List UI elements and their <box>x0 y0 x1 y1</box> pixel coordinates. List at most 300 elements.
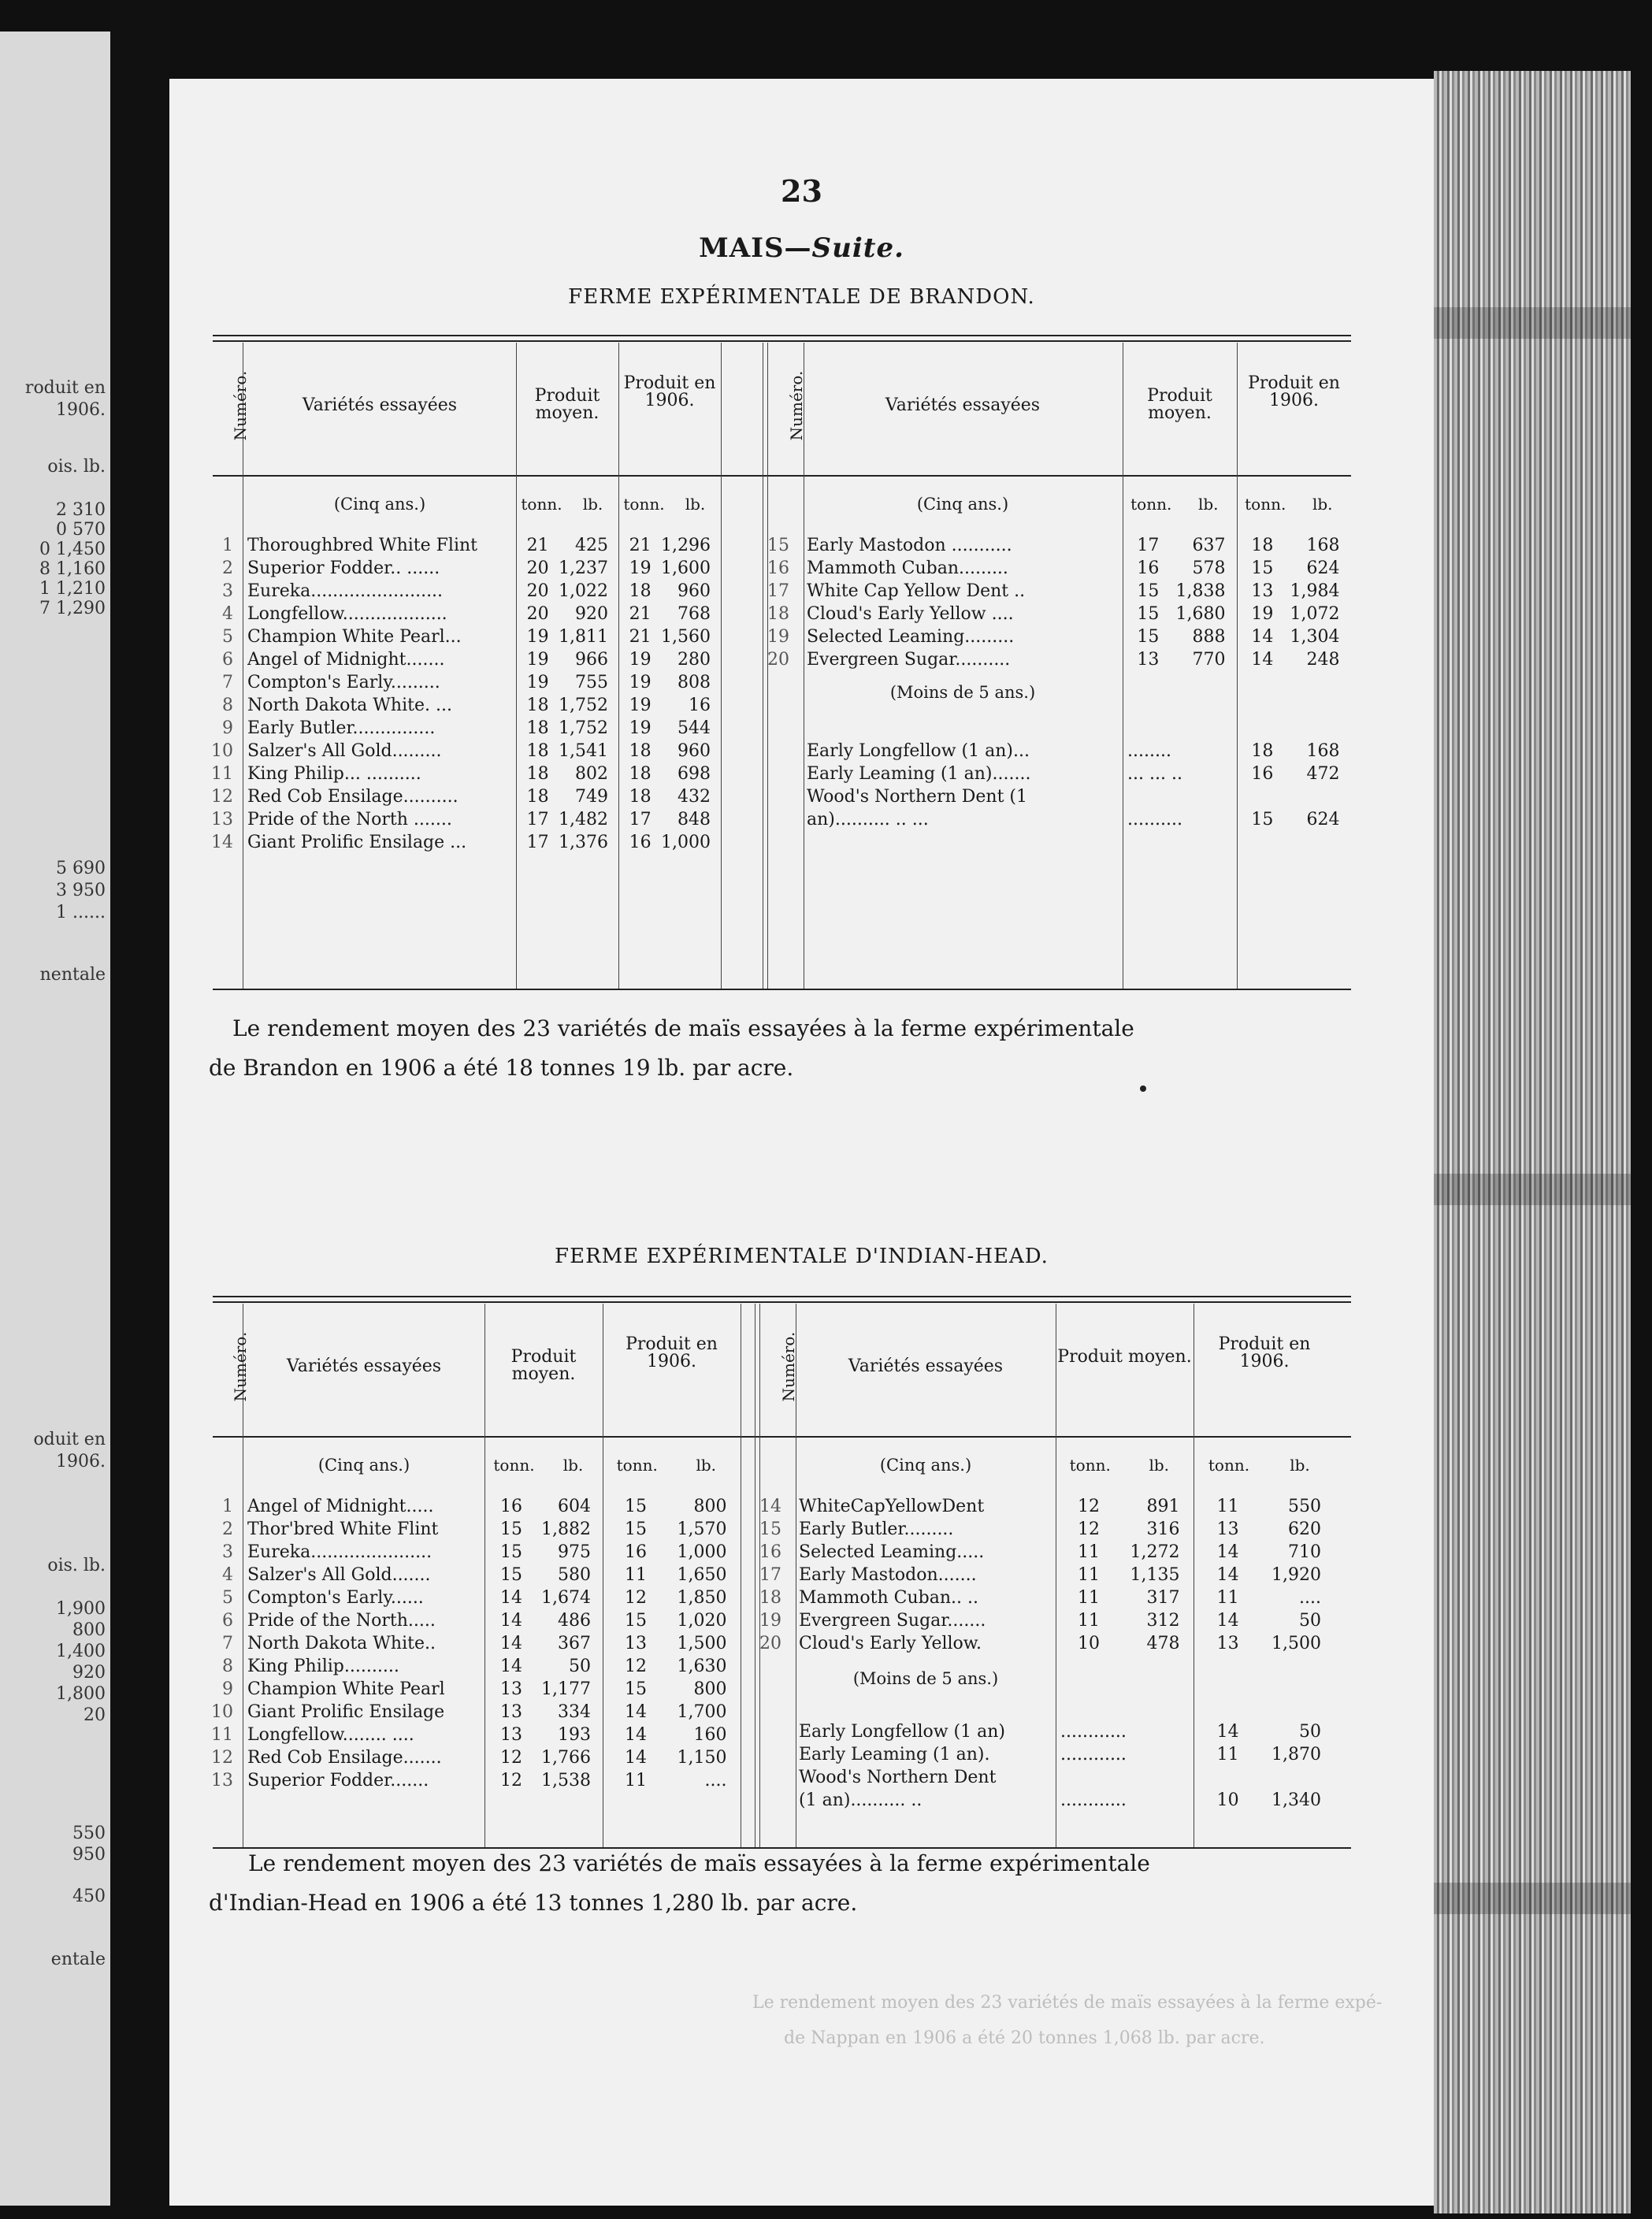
unit-lb: lb. <box>1290 1456 1310 1475</box>
variety-name: Wood's Northern Dent (1 <box>807 787 1027 807</box>
variety-name: King Philip.......... <box>247 1657 399 1676</box>
variety-name: Evergreen Sugar....... <box>799 1611 986 1631</box>
header-varietes: Variétés essayées <box>885 395 1041 415</box>
left-page-text: 450 <box>72 1887 106 1906</box>
yield-1906-tonnes: 19 <box>629 696 652 715</box>
avg-pounds: 1,752 <box>559 696 608 715</box>
variety-name: Cloud's Early Yellow .... <box>807 604 1014 624</box>
header-varietes: Variétés essayées <box>302 395 458 415</box>
yield-1906-tonnes: 14 <box>625 1725 647 1745</box>
bleed-through-line2: de Nappan en 1906 a été 20 tonnes 1,068 lb. par acre. <box>784 2028 1265 2048</box>
row-number: 3 <box>222 581 233 601</box>
row-number: 9 <box>222 1679 233 1699</box>
yield-1906-tonnes: 18 <box>1251 536 1274 555</box>
left-page-text: nentale <box>39 965 106 985</box>
variety-name: Pride of the North..... <box>247 1611 436 1631</box>
table-top-rule <box>213 340 1351 342</box>
avg-tonnes: 11 <box>1078 1588 1100 1608</box>
yield-1906-tonnes: 18 <box>629 581 652 601</box>
yield-1906-tonnes: 14 <box>1216 1565 1239 1585</box>
table-row <box>213 1720 1351 1743</box>
yield-1906-pounds: 280 <box>678 650 711 670</box>
table-top-rule <box>213 1296 1351 1297</box>
variety-name: Giant Prolific Ensilage <box>247 1702 445 1722</box>
table-row <box>213 603 1351 625</box>
avg-pounds: 486 <box>558 1611 591 1631</box>
yield-1906-tonnes: 15 <box>1251 810 1274 829</box>
yield-1906-tonnes: 18 <box>629 787 652 807</box>
yield-1906-pounds: 1,340 <box>1271 1790 1321 1810</box>
row-number: 9 <box>222 718 233 738</box>
variety-name: North Dakota White.. <box>247 1634 436 1653</box>
variety-name: Early Butler............... <box>247 718 436 738</box>
indian-head-note-line2: d'Indian-Head en 1906 a été 13 tonnes 1,280 lb. par acre. <box>209 1890 858 1916</box>
unit-lb: lb. <box>562 1456 584 1475</box>
left-page-text: oduit en <box>33 1430 106 1449</box>
left-page-text: 950 <box>72 1845 106 1865</box>
yield-1906-pounds: 808 <box>678 673 711 692</box>
avg-pounds: 770 <box>1192 650 1226 670</box>
variety-name: Mammoth Cuban......... <box>807 558 1008 578</box>
yield-1906-tonnes: 11 <box>1216 1497 1239 1516</box>
row-number: 17 <box>767 581 789 601</box>
yield-1906-pounds: 1,984 <box>1290 581 1340 601</box>
avg-tonnes: 20 <box>526 558 549 578</box>
row-number: 16 <box>767 558 789 578</box>
variety-name: Early Mastodon....... <box>799 1565 977 1585</box>
avg-pounds: 920 <box>575 604 608 624</box>
unit-lb: lb. <box>582 495 603 514</box>
yield-1906-pounds: 1,700 <box>677 1702 727 1722</box>
row-number: 11 <box>211 1725 233 1745</box>
yield-1906-tonnes: 15 <box>625 1679 647 1699</box>
table-row <box>213 1564 1351 1586</box>
row-number: 11 <box>211 764 233 784</box>
yield-1906-pounds: 1,000 <box>677 1542 727 1562</box>
row-number: 5 <box>222 627 233 647</box>
row-number: 12 <box>211 1748 233 1768</box>
avg-pounds: 1,538 <box>541 1771 591 1790</box>
brandon-note-line1: Le rendement moyen des 23 variétés de maïs essayées à la ferme expérimentale <box>232 1015 1134 1041</box>
yield-1906-pounds: 544 <box>678 718 711 738</box>
cinq-ans-label: (Cinq ans.) <box>333 495 426 514</box>
avg-tonnes: 15 <box>1137 604 1160 624</box>
yield-1906-pounds: 624 <box>1306 558 1340 578</box>
variety-name: Wood's Northern Dent <box>799 1768 997 1787</box>
yield-1906-pounds: 1,000 <box>661 833 711 852</box>
header-numero: Numéro. <box>787 370 806 441</box>
yield-1906-pounds: 1,296 <box>661 536 711 555</box>
table-row <box>213 1609 1351 1632</box>
yield-1906-tonnes: 19 <box>1251 604 1274 624</box>
variety-name: Superior Fodder....... <box>247 1771 429 1790</box>
header-numero: Numéro. <box>231 370 250 441</box>
variety-name: (1 an).......... .. <box>799 1790 923 1810</box>
unit-tonn: tonn. <box>1208 1456 1250 1475</box>
brandon-table <box>213 335 1351 989</box>
yield-1906-tonnes: 15 <box>1251 558 1274 578</box>
avg-tonnes: 14 <box>500 1588 522 1608</box>
avg-pounds: 891 <box>1146 1497 1180 1516</box>
leader-dots: ... ... .. <box>1127 764 1182 784</box>
avg-pounds: 1,135 <box>1130 1565 1180 1585</box>
yield-1906-pounds: 1,560 <box>661 627 711 647</box>
section-title-suite: Suite. <box>811 232 904 264</box>
left-page-text: 1 ...... <box>56 903 106 922</box>
left-page-text: 5 690 <box>56 859 106 878</box>
avg-pounds: 1,838 <box>1175 581 1226 601</box>
yield-1906-pounds: 168 <box>1306 536 1340 555</box>
yield-1906-tonnes: 14 <box>1216 1542 1239 1562</box>
row-number: 13 <box>211 1771 233 1790</box>
edge-band <box>1434 307 1631 339</box>
left-page-text: 7 1,290 <box>39 599 106 618</box>
yield-1906-pounds: 50 <box>1299 1722 1321 1742</box>
left-page-text: roduit en <box>24 378 106 398</box>
avg-pounds: 1,674 <box>541 1588 591 1608</box>
left-page-fragment <box>0 32 110 2206</box>
left-page-text: 0 570 <box>56 520 106 540</box>
row-number: 6 <box>222 1611 233 1631</box>
yield-1906-tonnes: 14 <box>1251 650 1274 670</box>
page-edges <box>1434 71 1631 2213</box>
moins-de-5-ans-label: (Moins de 5 ans.) <box>852 1669 999 1688</box>
avg-tonnes: 21 <box>526 536 549 555</box>
avg-pounds: 425 <box>575 536 608 555</box>
avg-tonnes: 15 <box>1137 581 1160 601</box>
table-header-rule <box>213 1436 1351 1438</box>
row-number: 2 <box>222 558 233 578</box>
row-number: 19 <box>767 627 789 647</box>
page <box>169 79 1434 2206</box>
avg-pounds: 50 <box>569 1657 591 1676</box>
leader-dots: ............ <box>1060 1722 1127 1742</box>
yield-1906-tonnes: 21 <box>629 604 652 624</box>
page-number: 23 <box>781 173 822 209</box>
row-number: 10 <box>211 741 233 761</box>
left-page-text: ois. lb. <box>47 1556 106 1575</box>
yield-1906-tonnes: 19 <box>629 558 652 578</box>
table-header-rule <box>213 475 1351 477</box>
variety-name: Eureka...................... <box>247 1542 432 1562</box>
table-top-rule <box>213 1301 1351 1303</box>
avg-pounds: 193 <box>558 1725 591 1745</box>
yield-1906-pounds: 848 <box>678 810 711 829</box>
leader-dots: ............ <box>1060 1745 1127 1764</box>
avg-tonnes: 18 <box>526 696 549 715</box>
variety-name: Early Butler......... <box>799 1520 954 1539</box>
avg-tonnes: 15 <box>1137 627 1160 647</box>
yield-1906-tonnes: 18 <box>629 741 652 761</box>
table-row <box>213 1789 1351 1812</box>
header-varietes: Variétés essayées <box>286 1356 442 1376</box>
left-page-text: 920 <box>72 1663 106 1683</box>
avg-tonnes: 11 <box>1078 1565 1100 1585</box>
row-number: 4 <box>222 604 233 624</box>
avg-tonnes: 11 <box>1078 1611 1100 1631</box>
table-row <box>213 1541 1351 1564</box>
yield-1906-pounds: 1,020 <box>677 1611 727 1631</box>
yield-1906-tonnes: 15 <box>625 1611 647 1631</box>
yield-1906-tonnes: 13 <box>1251 581 1274 601</box>
variety-name: Angel of Midnight....... <box>247 650 445 670</box>
yield-1906-tonnes: 17 <box>629 810 652 829</box>
row-number: 17 <box>759 1565 781 1585</box>
row-number: 20 <box>767 650 789 670</box>
yield-1906-tonnes: 16 <box>629 833 652 852</box>
yield-1906-tonnes: 18 <box>629 764 652 784</box>
avg-tonnes: 17 <box>526 833 549 852</box>
yield-1906-pounds: 550 <box>1288 1497 1321 1516</box>
header-produit-moyen: Produit moyen. <box>534 386 600 423</box>
left-page-text: 20 <box>84 1705 106 1725</box>
row-number: 14 <box>211 833 233 852</box>
avg-pounds: 1,680 <box>1175 604 1226 624</box>
edge-band <box>1434 1883 1631 1914</box>
row-number: 18 <box>759 1588 781 1608</box>
yield-1906-tonnes: 21 <box>629 627 652 647</box>
table-row <box>213 1586 1351 1609</box>
left-page-text: 800 <box>72 1620 106 1640</box>
brandon-note-line2: de Brandon en 1906 a été 18 tonnes 19 lb. par acre. <box>209 1055 794 1081</box>
yield-1906-tonnes: 12 <box>625 1588 647 1608</box>
row-number: 12 <box>211 787 233 807</box>
edge-band <box>1434 1174 1631 1205</box>
avg-tonnes: 17 <box>526 810 549 829</box>
yield-1906-pounds: 1,600 <box>661 558 711 578</box>
table-row <box>213 740 1351 763</box>
avg-tonnes: 15 <box>500 1520 522 1539</box>
yield-1906-pounds: 800 <box>693 1497 727 1516</box>
indian-head-title: FERME EXPÉRIMENTALE D'INDIAN-HEAD. <box>555 1245 1049 1268</box>
left-page-text: 0 1,450 <box>39 540 106 559</box>
yield-1906-tonnes: 14 <box>625 1748 647 1768</box>
avg-pounds: 334 <box>558 1702 591 1722</box>
table-row <box>213 1743 1351 1766</box>
header-produit-moyen: Produit moyen. <box>1147 386 1212 423</box>
yield-1906-tonnes: 11 <box>1216 1745 1239 1764</box>
variety-name: WhiteCapYellowDent <box>799 1497 985 1516</box>
yield-1906-tonnes: 19 <box>629 718 652 738</box>
yield-1906-tonnes: 12 <box>625 1657 647 1676</box>
variety-name: Salzer's All Gold......... <box>247 741 442 761</box>
left-page-text: 3 950 <box>56 881 106 900</box>
row-number: 20 <box>759 1634 781 1653</box>
yield-1906-tonnes: 16 <box>625 1542 647 1562</box>
header-produit-moyen: Produit moyen. <box>1057 1347 1192 1367</box>
left-page-text: 1 1,210 <box>39 579 106 599</box>
avg-tonnes: 15 <box>500 1542 522 1562</box>
avg-tonnes: 11 <box>1078 1542 1100 1562</box>
avg-pounds: 604 <box>558 1497 591 1516</box>
avg-tonnes: 20 <box>526 604 549 624</box>
yield-1906-pounds: 960 <box>678 581 711 601</box>
avg-pounds: 1,022 <box>559 581 608 601</box>
variety-name: Salzer's All Gold....... <box>247 1565 431 1585</box>
yield-1906-pounds: 624 <box>1306 810 1340 829</box>
row-number: 4 <box>222 1565 233 1585</box>
header-produit-1906: Produit en 1906. <box>1248 373 1340 410</box>
yield-1906-pounds: .... <box>704 1771 727 1790</box>
header-varietes: Variétés essayées <box>848 1356 1004 1376</box>
table-row <box>213 625 1351 648</box>
avg-pounds: 478 <box>1146 1634 1180 1653</box>
yield-1906-tonnes: 15 <box>625 1520 647 1539</box>
yield-1906-tonnes: 13 <box>625 1634 647 1653</box>
avg-pounds: 1,811 <box>559 627 608 647</box>
variety-name: Thoroughbred White Flint <box>247 536 477 555</box>
variety-name: Champion White Pearl <box>247 1679 445 1699</box>
section-title <box>169 232 1434 264</box>
yield-1906-pounds: 472 <box>1306 764 1340 784</box>
yield-1906-tonnes: 19 <box>629 650 652 670</box>
table-row <box>213 557 1351 580</box>
variety-name: Red Cob Ensilage.......... <box>247 787 458 807</box>
avg-tonnes: 14 <box>500 1657 522 1676</box>
yield-1906-pounds: 768 <box>678 604 711 624</box>
avg-pounds: 367 <box>558 1634 591 1653</box>
leader-dots: ........ <box>1127 741 1171 761</box>
row-number: 3 <box>222 1542 233 1562</box>
row-number: 5 <box>222 1588 233 1608</box>
unit-tonn: tonn. <box>493 1456 535 1475</box>
avg-tonnes: 15 <box>500 1565 522 1585</box>
yield-1906-pounds: .... <box>1299 1588 1321 1608</box>
yield-1906-tonnes: 14 <box>1216 1611 1239 1631</box>
table-row <box>213 1766 1351 1789</box>
yield-1906-tonnes: 21 <box>629 536 652 555</box>
variety-name: Selected Leaming......... <box>807 627 1015 647</box>
yield-1906-pounds: 1,072 <box>1290 604 1340 624</box>
table-row <box>213 580 1351 603</box>
table-row <box>213 1655 1351 1678</box>
avg-pounds: 312 <box>1146 1611 1180 1631</box>
avg-pounds: 637 <box>1192 536 1226 555</box>
unit-lb: lb. <box>1149 1456 1170 1475</box>
left-page-text: 8 1,160 <box>39 559 106 579</box>
table-row <box>213 1518 1351 1541</box>
yield-1906-pounds: 1,650 <box>677 1565 727 1585</box>
left-page-text: 1,800 <box>56 1684 106 1704</box>
table-row <box>213 648 1351 671</box>
row-number: 14 <box>759 1497 781 1516</box>
leader-dots: ............ <box>1060 1790 1127 1810</box>
yield-1906-pounds: 1,304 <box>1290 627 1340 647</box>
table-top-rule <box>213 335 1351 336</box>
variety-name: King Philip... .......... <box>247 764 421 784</box>
leader-dots: .......... <box>1127 810 1182 829</box>
variety-name: Mammoth Cuban.. .. <box>799 1588 978 1608</box>
moins-de-5-ans-label: (Moins de 5 ans.) <box>889 683 1036 702</box>
header-produit-1906: Produit en 1906. <box>626 1334 718 1371</box>
avg-pounds: 888 <box>1192 627 1226 647</box>
unit-lb: lb. <box>1312 495 1333 514</box>
row-number: 10 <box>211 1702 233 1722</box>
table-row <box>213 534 1351 557</box>
avg-pounds: 1,766 <box>541 1748 591 1768</box>
yield-1906-pounds: 1,850 <box>677 1588 727 1608</box>
header-produit-1906: Produit en 1906. <box>623 373 716 410</box>
avg-tonnes: 19 <box>526 650 549 670</box>
yield-1906-pounds: 1,500 <box>1271 1634 1321 1653</box>
avg-pounds: 316 <box>1146 1520 1180 1539</box>
table-row <box>213 1495 1351 1518</box>
unit-tonn: tonn. <box>623 495 665 514</box>
table-bottom-rule <box>213 989 1351 990</box>
variety-name: Longfellow........ .... <box>247 1725 414 1745</box>
variety-name: an).......... .. ... <box>807 810 929 829</box>
left-page-text: entale <box>50 1950 106 1969</box>
left-page-text: 2 310 <box>56 500 106 520</box>
avg-tonnes: 17 <box>1137 536 1160 555</box>
avg-pounds: 749 <box>575 787 608 807</box>
avg-tonnes: 18 <box>526 764 549 784</box>
yield-1906-pounds: 1,570 <box>677 1520 727 1539</box>
avg-pounds: 580 <box>558 1565 591 1585</box>
yield-1906-tonnes: 11 <box>625 1565 647 1585</box>
row-number: 15 <box>759 1520 781 1539</box>
variety-name: Selected Leaming..... <box>799 1542 985 1562</box>
variety-name: Champion White Pearl... <box>247 627 462 647</box>
row-number: 1 <box>222 536 233 555</box>
left-page-text: 550 <box>72 1824 106 1843</box>
variety-name: Thor'bred White Flint <box>247 1520 439 1539</box>
avg-pounds: 1,177 <box>541 1679 591 1699</box>
left-page-text: 1906. <box>56 400 106 420</box>
variety-name: Red Cob Ensilage....... <box>247 1748 442 1768</box>
row-number: 7 <box>222 673 233 692</box>
variety-name: Eureka........................ <box>247 581 444 601</box>
yield-1906-pounds: 16 <box>689 696 711 715</box>
variety-name: Superior Fodder.. ...... <box>247 558 440 578</box>
table-row <box>213 1632 1351 1655</box>
left-page-text: ois. lb. <box>47 457 106 477</box>
unit-lb: lb. <box>1197 495 1219 514</box>
row-number: 8 <box>222 696 233 715</box>
yield-1906-tonnes: 18 <box>1251 741 1274 761</box>
avg-tonnes: 13 <box>500 1679 522 1699</box>
avg-tonnes: 12 <box>1078 1497 1100 1516</box>
yield-1906-tonnes: 13 <box>1216 1520 1239 1539</box>
yield-1906-pounds: 1,870 <box>1271 1745 1321 1764</box>
avg-tonnes: 18 <box>526 787 549 807</box>
avg-tonnes: 16 <box>500 1497 522 1516</box>
header-produit-1906: Produit en 1906. <box>1218 1334 1311 1371</box>
table-row <box>213 785 1351 808</box>
avg-pounds: 755 <box>575 673 608 692</box>
avg-pounds: 1,376 <box>559 833 608 852</box>
unit-lb: lb. <box>685 495 706 514</box>
row-number: 18 <box>767 604 789 624</box>
unit-tonn: tonn. <box>1130 495 1172 514</box>
variety-name: Early Longfellow (1 an) <box>799 1722 1006 1742</box>
table-row <box>213 808 1351 831</box>
yield-1906-tonnes: 15 <box>625 1497 647 1516</box>
table-row <box>213 1678 1351 1701</box>
row-number: 16 <box>759 1542 781 1562</box>
avg-pounds: 1,882 <box>541 1520 591 1539</box>
row-number: 8 <box>222 1657 233 1676</box>
variety-name: Compton's Early......... <box>247 673 440 692</box>
header-numero: Numéro. <box>231 1331 250 1402</box>
row-number: 15 <box>767 536 789 555</box>
unit-tonn: tonn. <box>521 495 562 514</box>
avg-pounds: 1,272 <box>1130 1542 1180 1562</box>
yield-1906-pounds: 710 <box>1288 1542 1321 1562</box>
avg-pounds: 578 <box>1192 558 1226 578</box>
table-row <box>213 763 1351 785</box>
yield-1906-pounds: 168 <box>1306 741 1340 761</box>
